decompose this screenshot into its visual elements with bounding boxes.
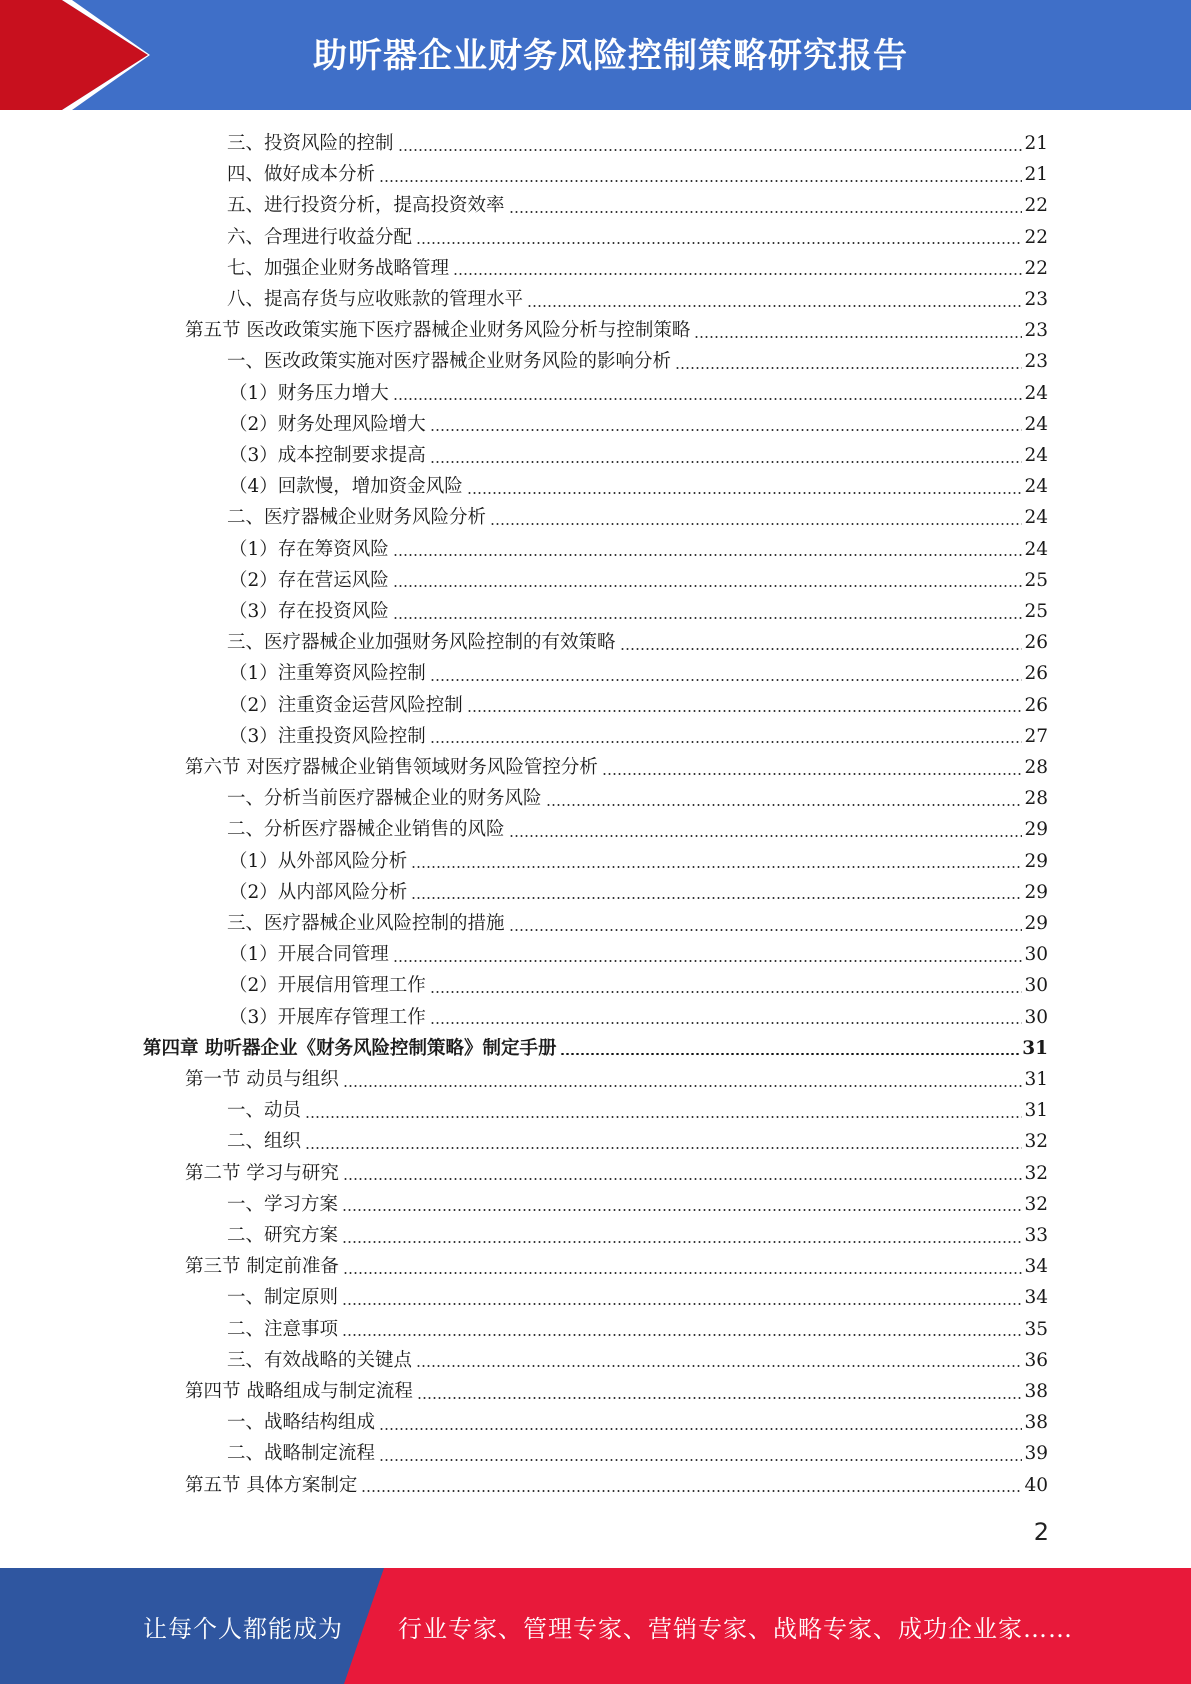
- report-title: 助听器企业财务风险控制策略研究报告: [313, 36, 908, 76]
- toc-entry[interactable]: [185, 1158, 1048, 1189]
- toc-dot-leader: [467, 492, 1023, 494]
- toc-entry[interactable]: [229, 877, 1048, 908]
- toc-entry-page: 32: [1024, 1193, 1048, 1215]
- toc-entry-title: 三、医疗器械企业加强财务风险控制的有效策略: [227, 632, 616, 654]
- toc-dot-leader: [430, 741, 1023, 743]
- toc-entry-page: 25: [1024, 569, 1048, 591]
- toc-dot-leader: [509, 835, 1023, 837]
- toc-entry-title: 四、做好成本分析: [227, 164, 376, 186]
- toc-dot-leader: [416, 242, 1022, 244]
- toc-dot-leader: [467, 710, 1023, 712]
- toc-entry-page: 24: [1024, 382, 1048, 404]
- footer-slogan-left: 让每个人都能成为: [143, 1615, 343, 1643]
- toc-dot-leader: [620, 648, 1023, 650]
- toc-entry-title: （1）开展合同管理: [229, 944, 389, 966]
- toc-dot-leader: [694, 336, 1022, 338]
- toc-entry-page: 29: [1024, 850, 1048, 872]
- toc-entry-title: 二、组织: [227, 1131, 302, 1153]
- toc-entry-title: （1）注重筹资风险控制: [229, 663, 426, 685]
- toc-entry-page: 32: [1024, 1162, 1048, 1184]
- toc-dot-leader: [379, 1428, 1022, 1430]
- toc-entry-page: 22: [1024, 257, 1048, 279]
- toc-entry-page: 38: [1024, 1412, 1048, 1434]
- toc-entry[interactable]: [229, 471, 1048, 502]
- toc-entry-page: 33: [1024, 1225, 1048, 1246]
- toc-entry-title: 二、注意事项: [227, 1318, 339, 1340]
- toc-entry-page: 35: [1024, 1318, 1048, 1340]
- page-number: 2: [1033, 1518, 1049, 1546]
- toc-dot-leader: [305, 1116, 1022, 1118]
- toc-entry-title: （3）存在投资风险: [229, 601, 389, 622]
- footer-slogan-right: 行业专家、管理专家、营销专家、战略专家、成功企业家……: [398, 1615, 1073, 1643]
- toc-entry-page: 40: [1024, 1474, 1048, 1496]
- toc-entry[interactable]: [185, 1470, 1048, 1501]
- toc-dot-leader: [343, 1178, 1023, 1180]
- toc-entry[interactable]: [227, 1095, 1048, 1126]
- toc-dot-leader: [430, 461, 1023, 463]
- toc-entry-title: 一、分析当前医疗器械企业的财务风险: [227, 788, 542, 810]
- toc-entry-title: 第四节 战略组成与制定流程: [185, 1381, 413, 1402]
- toc-entry-title: 三、医疗器械企业风险控制的措施: [227, 913, 505, 934]
- toc-dot-leader: [430, 679, 1023, 681]
- toc-entry-page: 21: [1024, 164, 1048, 186]
- toc-entry[interactable]: [229, 970, 1048, 1001]
- toc-entry-page: 24: [1024, 445, 1048, 466]
- toc-dot-leader: [342, 1303, 1022, 1305]
- toc-dot-leader: [393, 585, 1023, 587]
- toc-entry-title: 三、投资风险的控制: [227, 133, 394, 154]
- toc-entry[interactable]: [185, 1251, 1048, 1282]
- toc-entry[interactable]: [227, 1282, 1048, 1313]
- toc-dot-leader: [342, 1241, 1022, 1243]
- toc-entry-title: 六、合理进行收益分配: [227, 226, 413, 248]
- toc-entry-title: 八、提高存货与应收账款的管理水平: [227, 289, 524, 310]
- toc-entry-page: 26: [1024, 694, 1048, 716]
- toc-entry[interactable]: [227, 284, 1048, 315]
- toc-entry[interactable]: [229, 721, 1048, 752]
- toc-entry[interactable]: [229, 378, 1048, 409]
- toc-entry[interactable]: [229, 939, 1048, 970]
- toc-entry[interactable]: [229, 534, 1048, 565]
- toc-entry-title: （2）从内部风险分析: [229, 881, 408, 903]
- toc-entry[interactable]: [227, 783, 1048, 814]
- toc-dot-leader: [361, 1490, 1022, 1492]
- toc-dot-leader: [305, 1147, 1022, 1149]
- toc-entry-title: 第三节 制定前准备: [185, 1256, 339, 1278]
- toc-entry[interactable]: [227, 159, 1048, 190]
- toc-entry-title: 第一节 动员与组织: [185, 1069, 339, 1090]
- toc-dot-leader: [393, 554, 1023, 556]
- toc-entry[interactable]: [227, 346, 1048, 377]
- toc-entry-page: 34: [1024, 1287, 1048, 1309]
- toc-entry-page: 36: [1024, 1349, 1048, 1371]
- toc-entry-page: 29: [1024, 819, 1048, 841]
- toc-entry-title: 第五节 具体方案制定: [185, 1474, 358, 1496]
- toc-entry[interactable]: [229, 565, 1048, 596]
- toc-entry[interactable]: [227, 502, 1048, 533]
- toc-entry-title: 一、战略结构组成: [227, 1412, 376, 1434]
- toc-dot-leader: [342, 1209, 1022, 1211]
- toc-entry-title: （1）存在筹资风险: [229, 538, 389, 560]
- toc-dot-leader: [342, 1334, 1022, 1336]
- toc-entry-title: （3）成本控制要求提高: [229, 445, 426, 466]
- toc-dot-leader: [675, 367, 1022, 369]
- toc-entry-page: 29: [1024, 881, 1048, 903]
- toc-entry-page: 28: [1024, 788, 1048, 810]
- toc-entry[interactable]: [185, 1376, 1048, 1407]
- toc-entry[interactable]: [229, 1002, 1048, 1033]
- toc-entry-page: 28: [1024, 757, 1048, 778]
- toc-dot-leader: [527, 305, 1022, 307]
- toc-entry-title: 一、学习方案: [227, 1193, 339, 1215]
- toc-entry-title: （1）从外部风险分析: [229, 850, 408, 872]
- toc-entry[interactable]: [229, 409, 1048, 440]
- toc-dot-leader: [379, 180, 1022, 182]
- toc-entry-title: 第二节 学习与研究: [185, 1162, 339, 1184]
- toc-dot-leader: [417, 1397, 1023, 1399]
- toc-dot-leader: [602, 773, 1023, 775]
- toc-entry-title: 一、动员: [227, 1100, 302, 1122]
- toc-dot-leader: [393, 617, 1023, 619]
- toc-entry-page: 24: [1024, 413, 1048, 435]
- toc-entry-page: 39: [1024, 1443, 1048, 1465]
- toc-dot-leader: [490, 523, 1022, 525]
- toc-entry-page: 23: [1024, 320, 1048, 342]
- toc-entry-page: 31: [1024, 1100, 1048, 1122]
- toc-entry-page: 31: [1024, 1069, 1048, 1090]
- toc-entry-title: （2）注重资金运营风险控制: [229, 694, 463, 716]
- toc-entry-page: 30: [1024, 1006, 1048, 1028]
- toc-entry-page: 24: [1024, 538, 1048, 560]
- toc-entry[interactable]: [229, 658, 1048, 689]
- toc-entry-page: 30: [1024, 944, 1048, 966]
- toc-entry-title: 二、研究方案: [227, 1225, 339, 1246]
- toc-entry-title: 第四章 助听器企业《财务风险控制策略》制定手册: [143, 1037, 557, 1059]
- toc-dot-leader: [546, 804, 1023, 806]
- toc-dot-leader: [453, 273, 1022, 275]
- toc-entry[interactable]: [229, 596, 1048, 627]
- toc-entry[interactable]: [227, 1345, 1048, 1376]
- toc-entry-title: 五、进行投资分析，提高投资效率: [227, 195, 505, 217]
- toc-entry[interactable]: [227, 1189, 1048, 1220]
- toc-entry-page: 30: [1024, 975, 1048, 997]
- toc-entry-title: 七、加强企业财务战略管理: [227, 257, 450, 279]
- toc-dot-leader: [509, 929, 1023, 931]
- toc-entry[interactable]: [227, 1126, 1048, 1157]
- toc-entry-title: 一、制定原则: [227, 1287, 339, 1309]
- toc-dot-leader: [416, 1365, 1022, 1367]
- toc-entry-title: 一、医改政策实施对医疗器械企业财务风险的影响分析: [227, 351, 672, 373]
- toc-entry[interactable]: [185, 315, 1048, 346]
- toc-entry-page: 29: [1024, 913, 1048, 934]
- toc-entry-title: （3）注重投资风险控制: [229, 725, 426, 747]
- toc-entry-title: 三、有效战略的关键点: [227, 1349, 413, 1371]
- toc-dot-leader: [398, 149, 1023, 151]
- toc-dot-leader: [560, 1053, 1020, 1055]
- toc-entry-title: 二、战略制定流程: [227, 1443, 376, 1465]
- toc-entry-page: 21: [1024, 133, 1048, 154]
- toc-entry[interactable]: [227, 1438, 1048, 1469]
- toc-entry-page: 24: [1024, 476, 1048, 498]
- toc-dot-leader: [343, 1085, 1023, 1087]
- toc-entry[interactable]: [227, 128, 1048, 159]
- toc-entry[interactable]: [227, 908, 1048, 939]
- toc-dot-leader: [430, 1022, 1023, 1024]
- page-footer: [0, 1568, 1191, 1684]
- toc-entry[interactable]: [185, 1064, 1048, 1095]
- toc-entry[interactable]: [227, 222, 1048, 253]
- toc-dot-leader: [379, 1459, 1022, 1461]
- toc-entry[interactable]: [229, 846, 1048, 877]
- toc-entry-title: （2）存在营运风险: [229, 569, 389, 591]
- toc-entry-title: （2）开展信用管理工作: [229, 975, 426, 997]
- toc-entry-page: 32: [1024, 1131, 1048, 1153]
- toc-entry[interactable]: [229, 440, 1048, 471]
- toc-dot-leader: [509, 211, 1023, 213]
- toc-entry-title: 第六节 对医疗器械企业销售领域财务风险管控分析: [185, 757, 598, 778]
- toc-entry-page: 22: [1024, 195, 1048, 217]
- toc-entry-title: （2）财务处理风险增大: [229, 413, 426, 435]
- toc-entry[interactable]: [229, 690, 1048, 721]
- toc-dot-leader: [411, 897, 1022, 899]
- toc-entry-page: 26: [1024, 632, 1048, 654]
- toc-entry-page: 25: [1024, 601, 1048, 622]
- toc-entry-page: 26: [1024, 663, 1048, 685]
- toc-dot-leader: [430, 991, 1023, 993]
- page-header: [0, 0, 1191, 110]
- toc-entry[interactable]: [227, 627, 1048, 658]
- toc-dot-leader: [411, 866, 1022, 868]
- toc-entry[interactable]: [227, 1220, 1048, 1251]
- toc-dot-leader: [343, 1272, 1023, 1274]
- toc-entry[interactable]: [227, 1407, 1048, 1438]
- toc-entry[interactable]: [143, 1033, 1048, 1064]
- toc-entry[interactable]: [227, 1314, 1048, 1345]
- toc-entry-page: 23: [1024, 289, 1048, 310]
- toc-entry[interactable]: [227, 814, 1048, 845]
- toc-entry-page: 22: [1024, 226, 1048, 248]
- toc-entry-title: 第五节 医改政策实施下医疗器械企业财务风险分析与控制策略: [185, 320, 691, 342]
- toc-dot-leader: [430, 429, 1023, 431]
- toc-dot-leader: [393, 960, 1023, 962]
- toc-entry-page: 27: [1024, 725, 1048, 747]
- toc-entry-title: 二、分析医疗器械企业销售的风险: [227, 819, 505, 841]
- toc-entry-page: 31: [1022, 1037, 1048, 1059]
- toc-entry-page: 23: [1024, 351, 1048, 373]
- toc-entry-title: 二、医疗器械企业财务风险分析: [227, 507, 487, 529]
- toc-entry[interactable]: [227, 253, 1048, 284]
- toc-dot-leader: [393, 398, 1023, 400]
- toc-entry-page: 34: [1024, 1256, 1048, 1278]
- toc-entry[interactable]: [185, 752, 1048, 783]
- toc-entry-title: （4）回款慢，增加资金风险: [229, 476, 463, 498]
- toc-entry[interactable]: [227, 190, 1048, 221]
- toc-entry-page: 38: [1024, 1381, 1048, 1402]
- toc-entry-page: 24: [1024, 507, 1048, 529]
- toc-entry-title: （1）财务压力增大: [229, 382, 389, 404]
- toc-entry-title: （3）开展库存管理工作: [229, 1006, 426, 1028]
